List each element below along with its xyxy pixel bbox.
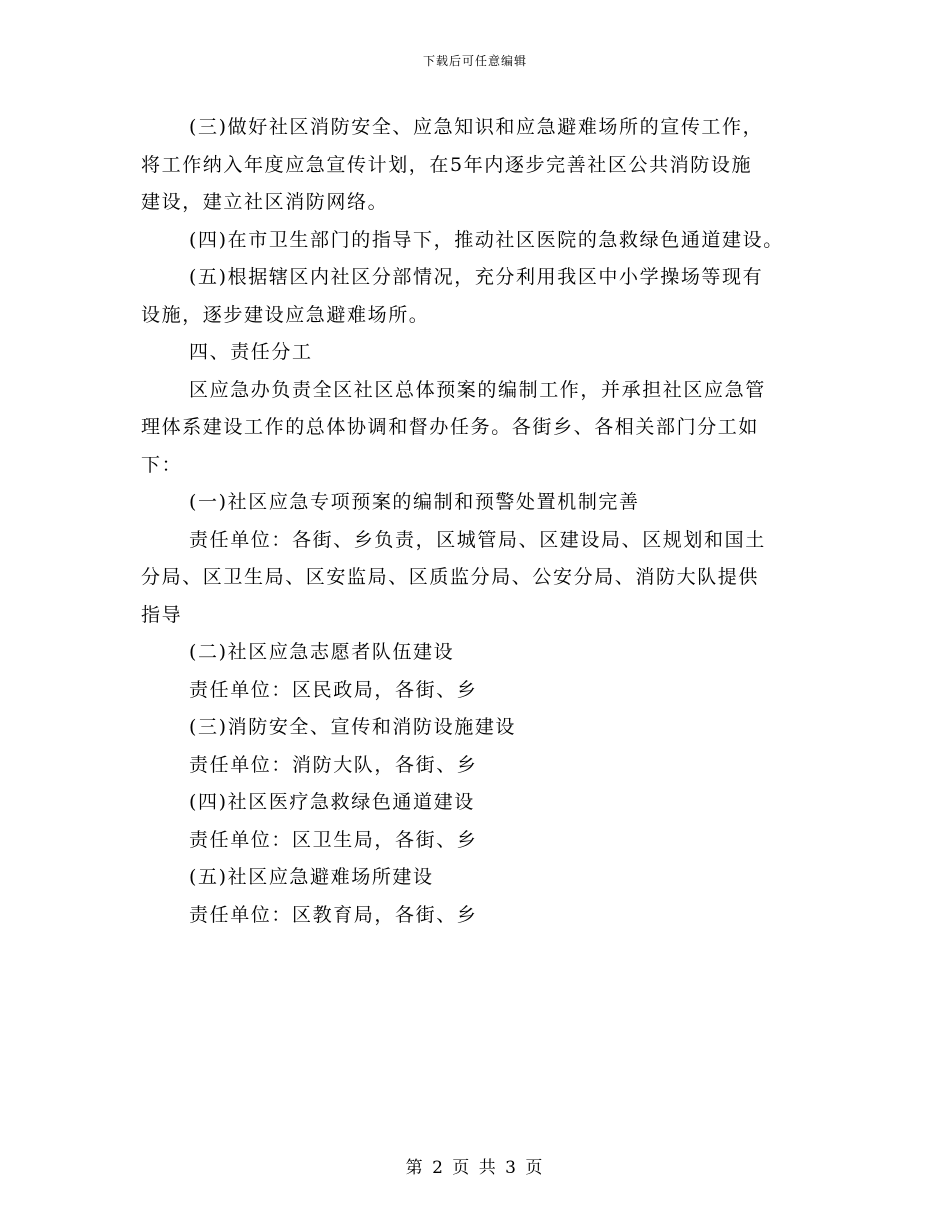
text-line: 下： — [141, 453, 183, 476]
text-line: 分局、区卫生局、区安监局、区质监分局、公安分局、消防大队提供 — [141, 566, 760, 588]
text-line: 责任单位：各街、乡负责，区城管局、区建设局、区规划和国土 — [189, 528, 766, 551]
text-line: 责任单位：消防大队，各街、乡 — [189, 753, 478, 776]
text-line: (一)社区应急专项预案的编制和预警处置机制完善 — [189, 491, 640, 513]
page-header: 下载后可任意编辑 — [422, 54, 527, 68]
text-line: 责任单位：区卫生局，各街、乡 — [189, 828, 478, 851]
text-line: 责任单位：区教育局，各街、乡 — [189, 903, 478, 926]
text-line: 理体系建设工作的总体协调和督办任务。各街乡、各相关部门分工如 — [141, 416, 760, 438]
text-line: (四)社区医疗急救绿色通道建设 — [189, 791, 475, 813]
text-line: 设施，逐步建设应急避难场所。 — [141, 303, 430, 326]
text-line: (五)根据辖区内社区分部情况，充分利用我区中小学操场等现有 — [189, 266, 764, 288]
text-line: 指导 — [141, 603, 183, 626]
document-body — [141, 109, 821, 934]
text-line: (三)消防安全、宣传和消防设施建设 — [189, 716, 517, 738]
text-line: 区应急办负责全区社区总体预案的编制工作，并承担社区应急管 — [189, 378, 766, 401]
text-line: 责任单位：区民政局，各街、乡 — [189, 678, 478, 701]
text-line: (二)社区应急志愿者队伍建设 — [189, 641, 455, 663]
page-footer: 第 2 页 共 3 页 — [405, 1158, 545, 1178]
text-line: 建设，建立社区消防网络。 — [141, 191, 389, 213]
text-line: (三)做好社区消防安全、应急知识和应急避难场所的宣传工作， — [189, 116, 764, 138]
text-line: (五)社区应急避难场所建设 — [189, 866, 434, 888]
text-line: 将工作纳入年度应急宣传计划，在5年内逐步完善社区公共消防设施 — [141, 153, 753, 176]
section-heading: 四、责任分工 — [189, 341, 313, 363]
text-line: (四)在市卫生部门的指导下，推动社区医院的急救绿色通道建设。 — [189, 228, 784, 251]
